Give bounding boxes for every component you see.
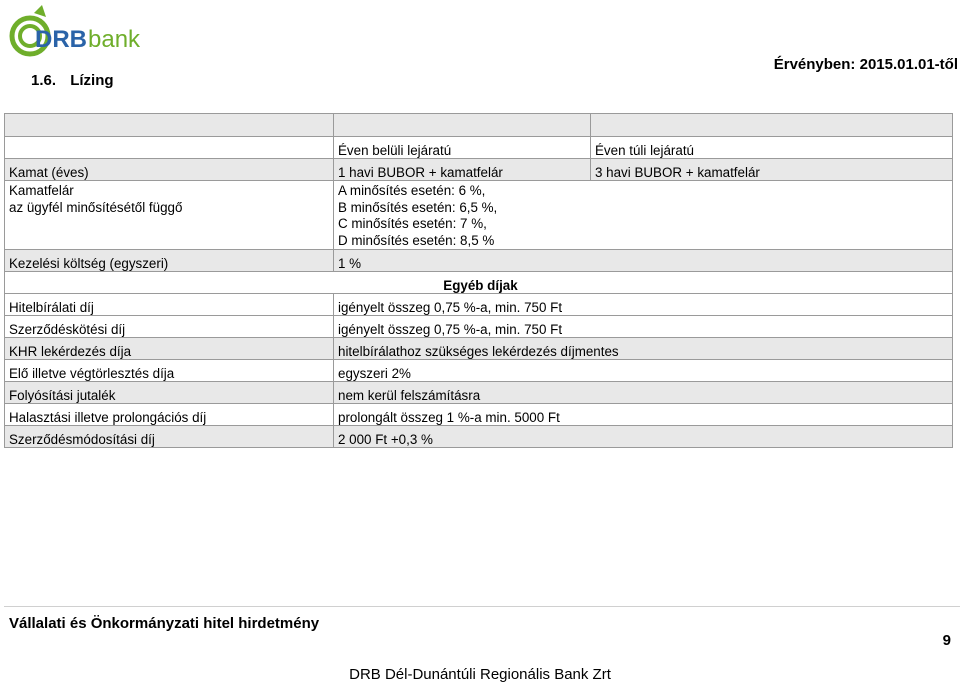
fee-label: Folyósítási jutalék: [5, 382, 334, 404]
valid-from-date: Érvényben: 2015.01.01-től: [773, 56, 958, 73]
table-row: [5, 426, 953, 448]
table-header-row: [5, 137, 953, 159]
rate-within-year: 1 havi BUBOR + kamatfelár: [334, 159, 591, 181]
other-fees-heading: Egyéb díjak: [5, 272, 953, 294]
page-number: 9: [942, 632, 951, 649]
fee-value: hitelbírálathoz szükséges lekérdezés díjmentes: [334, 338, 953, 360]
fee-value: nem kerül felszámításra: [334, 382, 953, 404]
margin-label: Kamatfelár az ügyfél minősítésétől függő: [5, 181, 334, 250]
section-name: Lízing: [70, 72, 114, 89]
logo-drb-text: DRB: [35, 26, 87, 53]
fee-value: 2 000 Ft +0,3 %: [334, 426, 953, 448]
fee-value: igényelt összeg 0,75 %-a, min. 750 Ft: [334, 294, 953, 316]
fee-label: KHR lekérdezés díja: [5, 338, 334, 360]
table-row: [5, 382, 953, 404]
table-row: [5, 250, 953, 272]
section-title: [31, 72, 114, 89]
table-row: [5, 181, 953, 250]
rate-label: Kamat (éves): [5, 159, 334, 181]
section-number: 1.6.: [31, 72, 57, 89]
fee-label: Szerződésmódosítási díj: [5, 426, 334, 448]
fee-label: Elő illetve végtörlesztés díja: [5, 360, 334, 382]
fee-label: Hitelbírálati díj: [5, 294, 334, 316]
col-header-within-year: Éven belüli lejáratú: [334, 137, 591, 159]
table-row: [5, 316, 953, 338]
table-row: [5, 294, 953, 316]
fee-value: egyszeri 2%: [334, 360, 953, 382]
fee-label: Halasztási illetve prolongációs díj: [5, 404, 334, 426]
handling-value: 1 %: [334, 250, 953, 272]
logo-leaf-icon: [34, 5, 46, 17]
leasing-fee-table: [4, 113, 953, 448]
fee-value: prolongált összeg 1 %-a min. 5000 Ft: [334, 404, 953, 426]
drb-bank-logo: [6, 3, 144, 65]
table-row: [5, 338, 953, 360]
table-blank-row: [5, 114, 953, 137]
margin-values: A minősítés esetén: 6 %, B minősítés esetén: 6,5 %, C minősítés esetén: 7 %, D minősítés esetén: 8,5 %: [334, 181, 953, 250]
fee-label: Szerződéskötési díj: [5, 316, 334, 338]
table-row: [5, 159, 953, 181]
handling-label: Kezelési költség (egyszeri): [5, 250, 334, 272]
footer-bank-name: DRB Dél-Dunántúli Regionális Bank Zrt: [349, 666, 611, 683]
logo-bank-text: bank: [88, 26, 141, 53]
table-row: [5, 360, 953, 382]
table-row: [5, 404, 953, 426]
other-fees-heading-row: [5, 272, 953, 294]
fee-value: igényelt összeg 0,75 %-a, min. 750 Ft: [334, 316, 953, 338]
footer-document-title: Vállalati és Önkormányzati hitel hirdetmény: [9, 615, 320, 632]
footer-divider: [4, 606, 960, 607]
col-header-over-year: Éven túli lejáratú: [591, 137, 953, 159]
rate-over-year: 3 havi BUBOR + kamatfelár: [591, 159, 953, 181]
